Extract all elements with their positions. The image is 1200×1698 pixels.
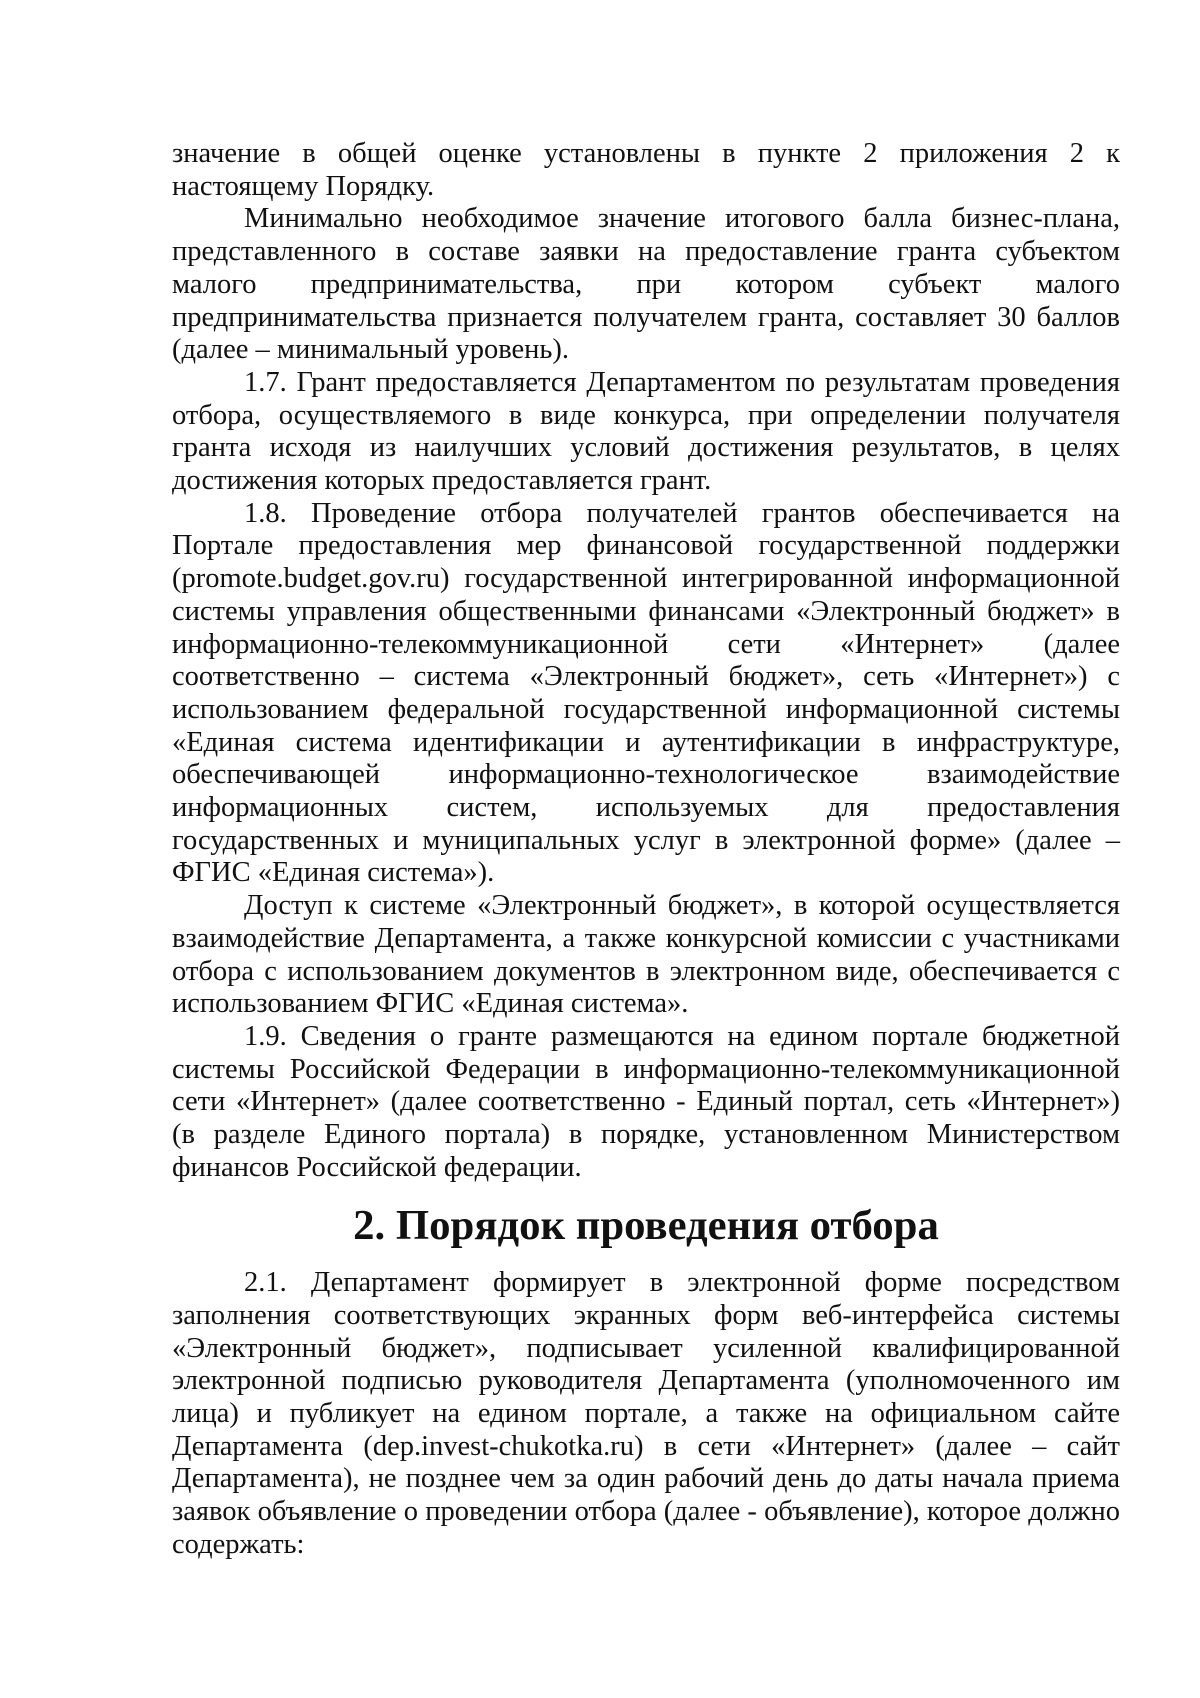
- paragraph-1-9: 1.9. Сведения о гранте размещаются на едином портале бюджетной системы Российской Федерации в информационно-телекоммуникационной сети «Интернет» (далее соответственно - Единый портал, сеть «Интернет») (в разделе Единого портала) в порядке, установленном Министерством финансов Российской федерации.: [172, 1020, 1120, 1183]
- paragraph-1-7: 1.7. Грант предоставляется Департаментом по результатам проведения отбора, осуществляемого в виде конкурса, при определении получателя гранта исходя из наилучших условий достижения результатов, в целях достижения которых предоставляется грант.: [172, 366, 1120, 497]
- paragraph-continuation: значение в общей оценке установлены в пункте 2 приложения 2 к настоящему Порядку.: [172, 138, 1120, 202]
- paragraph-access: Доступ к системе «Электронный бюджет», в которой осуществляется взаимодействие Департамента, а также конкурсной комиссии с участниками отбора с использованием документов в электронном виде, обеспечивается с использованием ФГИС «Единая система».: [172, 890, 1120, 1020]
- document-page: [172, 138, 1120, 1562]
- section-heading: 2. Порядок проведения отбора: [353, 1201, 939, 1249]
- paragraph-minimal-score: Минимально необходимое значение итогового балла бизнес-плана, представленного в составе заявки на предоставление гранта субъектом малого предпринимательства, при котором субъект малого предпринимательства признается получателем гранта, составляет 30 баллов (далее – минимальный уровень).: [172, 203, 1120, 366]
- paragraph-1-8: 1.8. Проведение отбора получателей грантов обеспечивается на Портале предоставления мер финансовой государственной поддержки (promote.budget.gov.ru) государственной интегрированной информационной системы управления общественными финансами «Электронный бюджет» в информационно-телекоммуникационной сети «Интернет» (далее соответственно – система «Электронный бюджет», сеть «Интернет») с использованием федеральной государственной информационной системы «Единая система идентификации и аутентификации в инфраструктуре, обеспечивающей информационно-технологическое взаимодействие информационных систем, используемых для предоставления государственных и муниципальных услуг в электронной форме» (далее – ФГИС «Единая система»).: [172, 497, 1120, 889]
- paragraph-2-1: 2.1. Департамент формирует в электронной форме посредством заполнения соответствующих экранных форм веб-интерфейса системы «Электронный бюджет», подписывает усиленной квалифицированной электронной подписью руководителя Департамента (уполномоченного им лица) и публикует на едином портале, а также на официальном сайте Департамента (dep.invest-chukotka.ru) в сети «Интернет» (далее – сайт Департамента), не позднее чем за один рабочий день до даты начала приема заявок объявление о проведении отбора (далее - объявление), которое должно содержать:: [172, 1267, 1120, 1560]
